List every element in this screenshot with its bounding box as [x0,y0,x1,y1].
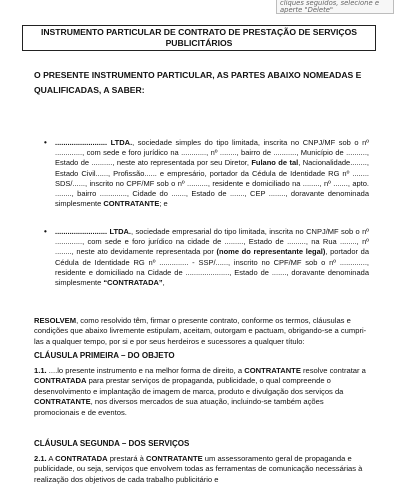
clause-2-title: CLÁUSULA SEGUNDA – DOS SERVIÇOS [34,439,190,448]
tooltip-text: cliques seguidos, selecione e aperte "Delete" [280,0,379,14]
clause-text: ....lo presente instrumento e na melhor forma de direito, a [46,366,245,375]
clause-text: A [46,454,56,463]
party-text: , Nacionalidade........, Estado Civil......, Profissão...... e empresário, portador da Cédula de Identidade RG nº ........ SDS/......, inscrito no CPF/MF sob o nº .........., residente e domiciliado na ........, nº ......., apto. ........, bairro ............., Cidade do ......., Estado de ......., CEP ........, doravante denominada simplesmente [55,158,369,209]
representative-name: (nome do representante legal) [216,247,326,257]
party-text: , sociedade empresarial do tipo limitada, inscrita no CNPJ/MF sob o nº ............., com sede e foro jurídico na cidade de ........., Estado de ........., na Rua ........, nº ........, neste ato devidamente representada por [55,227,369,257]
clause-term: CONTRATANTE [146,454,203,463]
clause-number: 1.1. [34,366,47,375]
director-name: Fulano de tal [251,158,299,168]
clause-term: CONTRATANTE [244,366,301,375]
party-text: , portador da Cédula de Identidade RG nº .............. - SSP/......, inscrito no CPF/MF sob o nº ............., residente e domiciliado na Cidade de ....................., Estado de ......., doravante denominada simplesmente [55,247,370,288]
bullet-icon: • [44,227,47,236]
party-role: “CONTRATADA” [103,278,163,288]
party-contratante [44,138,369,209]
party-text: , [162,278,165,288]
party-name: ......................... LTDA. [55,138,133,147]
clause-number: 2.1. [34,454,47,463]
title-line-2: PUBLICITÁRIOS [165,38,233,48]
title-line-1: INSTRUMENTO PARTICULAR DE CONTRATO DE PRESTAÇÃO DE SERVIÇOS [40,27,358,37]
party-role: CONTRATANTE [103,199,160,209]
clause-1-body [34,366,370,418]
clause-text: prestará à [107,454,146,463]
party-name: ......................... LTDA. [55,227,132,236]
resolvem-paragraph [34,316,370,347]
clause-text: para prestar serviços de propaganda, publicidade, o qual compreende o desenvolvimento e implantação de imagem de marca, produto e divulgação dos serviços da [34,376,344,396]
clause-1-title: CLÁUSULA PRIMEIRA – DO OBJETO [34,351,175,360]
bullet-icon: • [44,138,47,147]
party-text: ; e [159,199,168,209]
clause-2-body [34,454,370,485]
clause-term: CONTRATADA [55,454,108,463]
clause-text: resolve contratar a [300,366,366,375]
party-contratada [44,227,370,288]
resolvem-text: , como resolvido têm, firmar o presente contrato, conforme os termos, cláusulas e condições que abaixo livremente estipulam, aceitam, outorgam e pactuam, obrigando-se a cumpri-las a qualquer tempo, por si e por seus herdeiros e sucessores a qualquer título: [34,316,367,346]
resolvem-lead: RESOLVEM [34,316,77,325]
party-text: , sociedade simples do tipo limitada, inscrita no CNPJ/MF sob o nº ............., com sede e foro jurídico na ............, nº ........, bairro de ..........., Município de .........., Estado de .........., neste ato representada por seu Diretor, [55,138,369,168]
document-title [22,25,376,51]
party-contratada-text [55,227,369,288]
tooltip [276,0,394,14]
intro-heading: O PRESENTE INSTRUMENTO PARTICULAR, AS PARTES ABAIXO NOMEADAS E QUALIFICADAS, A SABER: [34,70,362,95]
party-contratante-text [55,138,369,209]
clause-term: CONTRATANTE [34,397,91,407]
clause-text: , nos diversos mercados de sua atuação, incluindo-se também ações promocionais e de eventos. [34,397,324,417]
clause-term: CONTRATADA [34,376,87,386]
clause-text: um assessoramento geral de propaganda e publicidade, ou seja, serviços que envolvem todas as ferramentas de comunicação necessárias à realização dos objetivos de cada trabalho publicitário e [34,454,363,484]
